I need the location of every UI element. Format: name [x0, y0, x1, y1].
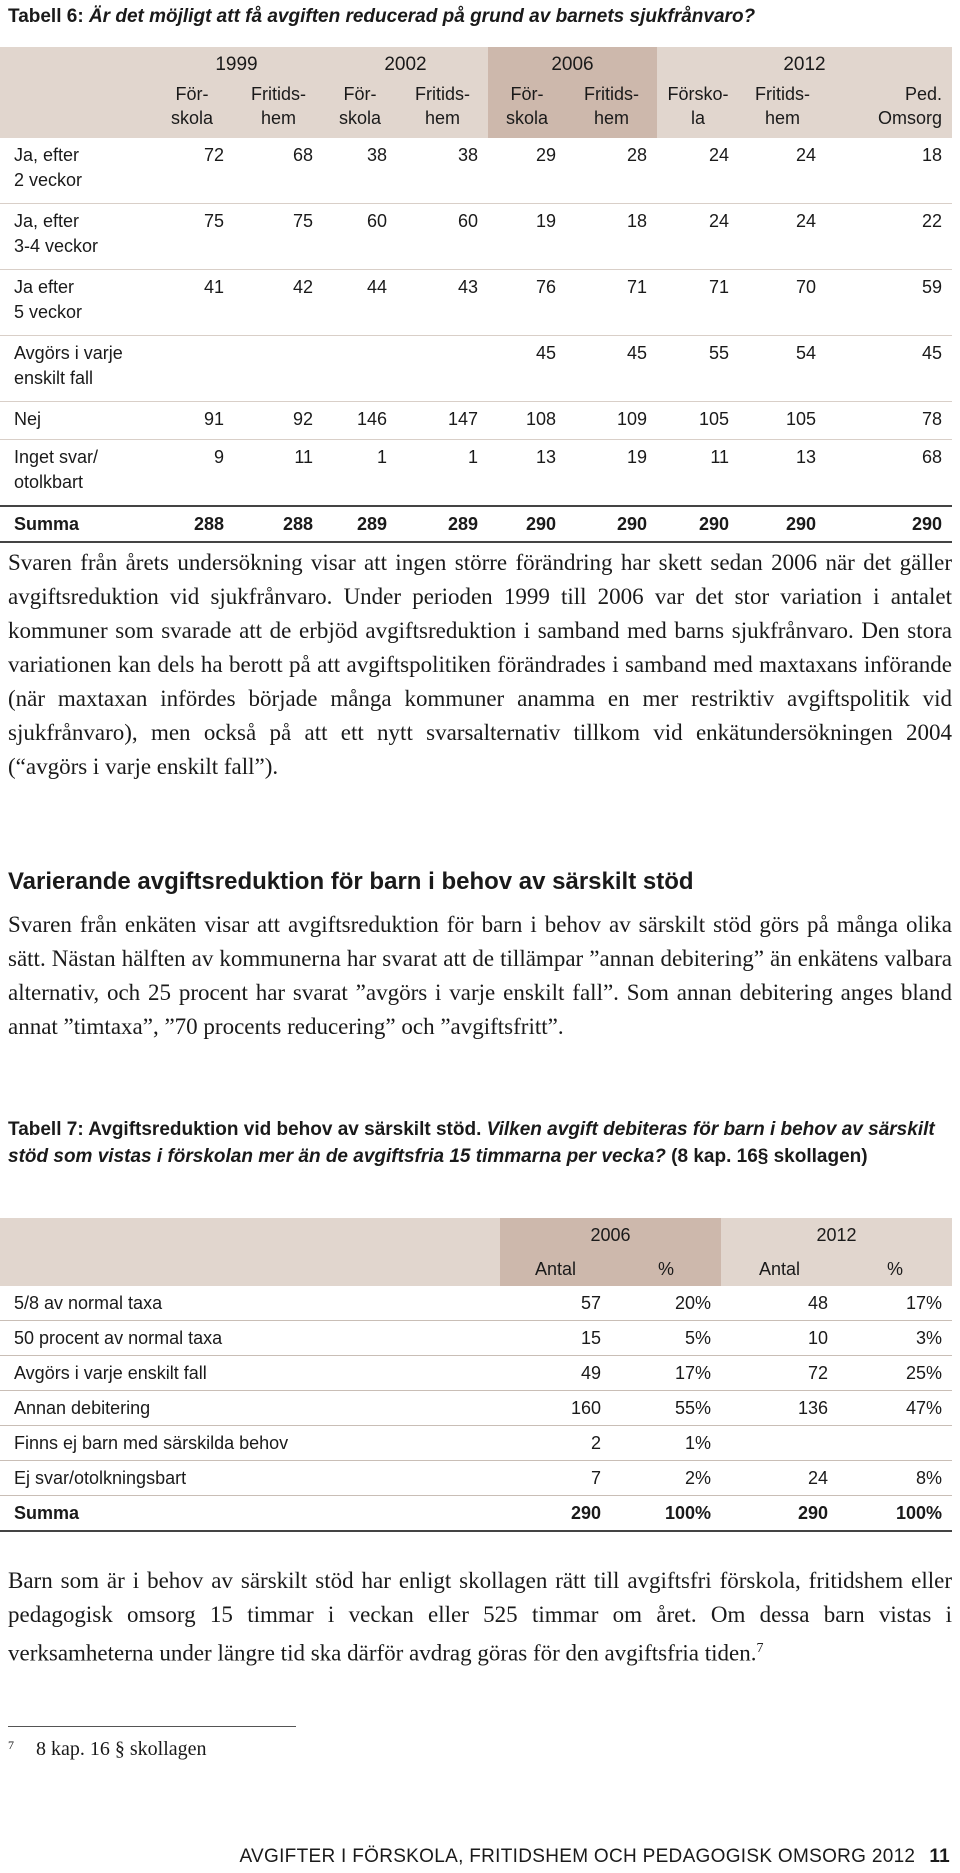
table6-corner: [0, 47, 150, 138]
table6-row-label: Ja, efter 2 veckor: [0, 138, 150, 204]
table-cell: 9: [150, 440, 234, 507]
body-paragraph-3-text: Barn som är i behov av särskilt stöd har enligt skollagen rätt till avgiftsfri förskola, fritidshem eller pedagogisk omsorg 15 timmar i veckan eller 525 timmar om året. Om dessa barn vistas i verksamheterna under längre tid ska därför avdrag göras för den avgiftsfria tiden.: [8, 1568, 952, 1666]
table7-reference: (8 kap. 16§ skollagen): [671, 1146, 868, 1167]
table-cell: 108: [488, 402, 566, 440]
table-cell: [323, 336, 397, 402]
table-row: [0, 440, 952, 507]
table-row: [0, 1391, 952, 1426]
table6-subheader: För- skola: [323, 82, 397, 138]
table-cell: 290: [657, 506, 739, 542]
table6-row-label: Nej: [0, 402, 150, 440]
table7-year-row: [0, 1218, 952, 1252]
table7-row-label: Ej svar/otolkningsbart: [0, 1461, 500, 1496]
table6-subheader: Ped. Omsorg: [826, 82, 952, 138]
table-cell: 289: [397, 506, 488, 542]
footnote: [8, 1738, 207, 1761]
table-cell: 147: [397, 402, 488, 440]
table6-subheader: Fritids- hem: [397, 82, 488, 138]
table-cell: 100%: [838, 1496, 952, 1532]
table-row: [0, 1356, 952, 1391]
table-cell: 13: [739, 440, 826, 507]
table7-year: 2012: [721, 1218, 952, 1252]
table-cell: 2: [500, 1426, 611, 1461]
table7-subheader-row: [0, 1252, 952, 1286]
table6-subheader: Fritids- hem: [566, 82, 657, 138]
table-cell: 38: [397, 138, 488, 204]
table6-question: Är det möjligt att få avgiften reducerad på grund av barnets sjukfrånvaro?: [88, 6, 756, 27]
table-cell: 13: [488, 440, 566, 507]
table-cell: 289: [323, 506, 397, 542]
table-cell: 59: [826, 270, 952, 336]
table-row: [0, 1321, 952, 1356]
table-row: [0, 402, 952, 440]
table-cell: 38: [323, 138, 397, 204]
table-cell: 91: [150, 402, 234, 440]
table-cell: 25%: [838, 1356, 952, 1391]
table-cell: 290: [566, 506, 657, 542]
table-cell: [838, 1426, 952, 1461]
table-cell: 24: [657, 138, 739, 204]
table7-subheader: %: [611, 1252, 721, 1286]
table-cell: 105: [657, 402, 739, 440]
table-cell: 76: [488, 270, 566, 336]
table-cell: 290: [500, 1496, 611, 1532]
table-cell: 290: [488, 506, 566, 542]
table7-year: 2006: [500, 1218, 721, 1252]
table-cell: 45: [488, 336, 566, 402]
table6-row-label: Ja, efter 3-4 veckor: [0, 204, 150, 270]
table-cell: 22: [826, 204, 952, 270]
table7-question: Vilken avgift debiteras för barn i behov av särskilt stöd som vistas i förskolan mer än de avgiftsfria 15 timmarna per vecka?: [8, 1119, 935, 1167]
body-paragraph-2: Svaren från enkäten visar att avgiftsreduktion för barn i behov av särskilt stöd görs på många olika sätt. Nästan hälften av kommunerna har svarat att de tillämpar ”annan debitering” än enkätens valbara alternativ, och 25 procent har svarat ”avgörs i varje enskilt fall”. Som annan debitering anges bland annat ”timtaxa”, ”70 procents reducering” och ”avgiftsfritt”.: [8, 912, 952, 1039]
table-cell: 19: [488, 204, 566, 270]
table-cell: [234, 336, 323, 402]
table-cell: 41: [150, 270, 234, 336]
table-cell: 17%: [611, 1356, 721, 1391]
footer-title: AVGIFTER I FÖRSKOLA, FRITIDSHEM OCH PEDAGOGISK OMSORG 2012: [239, 1846, 916, 1867]
table6-sum-label: Summa: [0, 506, 150, 542]
table-cell: [721, 1426, 838, 1461]
table-cell: 1%: [611, 1426, 721, 1461]
table-cell: 49: [500, 1356, 611, 1391]
table7-corner: [0, 1252, 500, 1286]
table7-row-label: Annan debitering: [0, 1391, 500, 1426]
table7-row-label: Finns ej barn med särskilda behov: [0, 1426, 500, 1461]
table-cell: 45: [566, 336, 657, 402]
table6-year: 1999: [150, 47, 323, 82]
table-cell: 45: [826, 336, 952, 402]
table-cell: 2%: [611, 1461, 721, 1496]
table7-subheader: %: [838, 1252, 952, 1286]
table-cell: [397, 336, 488, 402]
body-paragraph-3: [8, 1564, 952, 1671]
table7: [0, 1218, 952, 1532]
table-cell: 3%: [838, 1321, 952, 1356]
table6-row-label: Ja efter 5 veckor: [0, 270, 150, 336]
table-cell: 290: [826, 506, 952, 542]
table-cell: 24: [657, 204, 739, 270]
table-row: [0, 1426, 952, 1461]
table-cell: 72: [721, 1356, 838, 1391]
table-cell: 70: [739, 270, 826, 336]
table6-year: 2006: [488, 47, 657, 82]
table6-subheader: Fritids- hem: [739, 82, 826, 138]
table-cell: 72: [150, 138, 234, 204]
footnote-text: 8 kap. 16 § skollagen: [36, 1738, 207, 1760]
table-cell: 1: [397, 440, 488, 507]
table-cell: 15: [500, 1321, 611, 1356]
table-cell: 24: [739, 138, 826, 204]
table-cell: 47%: [838, 1391, 952, 1426]
table6-label: Tabell 6:: [8, 6, 84, 27]
table-row: [0, 336, 952, 402]
table-cell: 43: [397, 270, 488, 336]
table7-title: [8, 1116, 952, 1170]
table-cell: 57: [500, 1286, 611, 1321]
table-cell: 92: [234, 402, 323, 440]
table-cell: 68: [826, 440, 952, 507]
footnote-reference: 7: [756, 1641, 764, 1656]
table6-year-row: [0, 47, 952, 82]
table-cell: 60: [323, 204, 397, 270]
table7-sum-row: [0, 1496, 952, 1532]
table-cell: 42: [234, 270, 323, 336]
table-cell: 160: [500, 1391, 611, 1426]
table6-title: [8, 4, 958, 30]
table6-subheader: För- skola: [150, 82, 234, 138]
body-paragraph-1: Svaren från årets undersökning visar att ingen större förändring har skett sedan 2006 när det gäller avgiftsreduktion vid sjukfrånvaro. Under perioden 1999 till 2006 var det stor variation i antalet kommuner som svarade att de erbjöd avgiftsreduktion i samband med barns sjukfrånvaro. Den stora variationen kan dels ha berott på att avgiftspolitiken förändrades i samband med maxtaxans införande (när maxtaxan infördes började många kommuner anamma en mer restriktiv avgiftspolitik vid sjukfrånvaro), men också på att ett nytt svarsalternativ tillkom vid enkätundersökningen 2004 (“avgörs i varje enskilt fall”).: [8, 550, 952, 779]
section-heading: Varierande avgiftsreduktion för barn i behov av särskilt stöd: [8, 868, 694, 895]
table-row: [0, 138, 952, 204]
table-cell: 75: [234, 204, 323, 270]
table7-subheader: Antal: [721, 1252, 838, 1286]
table-cell: 54: [739, 336, 826, 402]
table6-year: 2012: [657, 47, 952, 82]
table-cell: 7: [500, 1461, 611, 1496]
table-cell: 290: [739, 506, 826, 542]
table-cell: 71: [657, 270, 739, 336]
table7-row-label: 5/8 av normal taxa: [0, 1286, 500, 1321]
table-cell: 18: [826, 138, 952, 204]
table6-subheader: Fritids- hem: [234, 82, 323, 138]
table-cell: 1: [323, 440, 397, 507]
table-cell: 44: [323, 270, 397, 336]
table-row: [0, 204, 952, 270]
table-cell: 55%: [611, 1391, 721, 1426]
table-cell: 290: [721, 1496, 838, 1532]
page-number: 11: [929, 1846, 950, 1867]
table-cell: 136: [721, 1391, 838, 1426]
table6-subheader: Försko- la: [657, 82, 739, 138]
table6-subheader: För- skola: [488, 82, 566, 138]
table6-row-label: Avgörs i varje enskilt fall: [0, 336, 150, 402]
table-cell: 68: [234, 138, 323, 204]
table7-corner: [0, 1218, 500, 1252]
footnote-divider: [8, 1726, 296, 1727]
table-cell: 5%: [611, 1321, 721, 1356]
table-cell: 17%: [838, 1286, 952, 1321]
table7-row-label: 50 procent av normal taxa: [0, 1321, 500, 1356]
table-cell: 29: [488, 138, 566, 204]
table-cell: 105: [739, 402, 826, 440]
table-cell: 28: [566, 138, 657, 204]
table6-sum-row: [0, 506, 952, 542]
table-cell: 109: [566, 402, 657, 440]
table7-subheader: Antal: [500, 1252, 611, 1286]
table-cell: 60: [397, 204, 488, 270]
page-footer: [239, 1846, 950, 1868]
table-cell: 8%: [838, 1461, 952, 1496]
table-cell: 24: [739, 204, 826, 270]
table-cell: [150, 336, 234, 402]
table-cell: 10: [721, 1321, 838, 1356]
table-cell: 288: [150, 506, 234, 542]
table-cell: 146: [323, 402, 397, 440]
table7-sum-label: Summa: [0, 1496, 500, 1532]
table-cell: 100%: [611, 1496, 721, 1532]
table-cell: 19: [566, 440, 657, 507]
table-cell: 11: [234, 440, 323, 507]
table7-row-label: Avgörs i varje enskilt fall: [0, 1356, 500, 1391]
table-cell: 11: [657, 440, 739, 507]
table-cell: 18: [566, 204, 657, 270]
table-row: [0, 1286, 952, 1321]
table-row: [0, 270, 952, 336]
table6: [0, 47, 952, 543]
table-cell: 48: [721, 1286, 838, 1321]
table-cell: 55: [657, 336, 739, 402]
table-cell: 75: [150, 204, 234, 270]
table7-title-label: Tabell 7: Avgiftsreduktion vid behov av särskilt stöd.: [8, 1119, 482, 1140]
table6-row-label: Inget svar/ otolkbart: [0, 440, 150, 507]
footnote-number: 7: [8, 1738, 14, 1752]
table-cell: 288: [234, 506, 323, 542]
table-cell: 20%: [611, 1286, 721, 1321]
table-row: [0, 1461, 952, 1496]
table-cell: 71: [566, 270, 657, 336]
table-cell: 78: [826, 402, 952, 440]
table-cell: 24: [721, 1461, 838, 1496]
table6-year: 2002: [323, 47, 488, 82]
